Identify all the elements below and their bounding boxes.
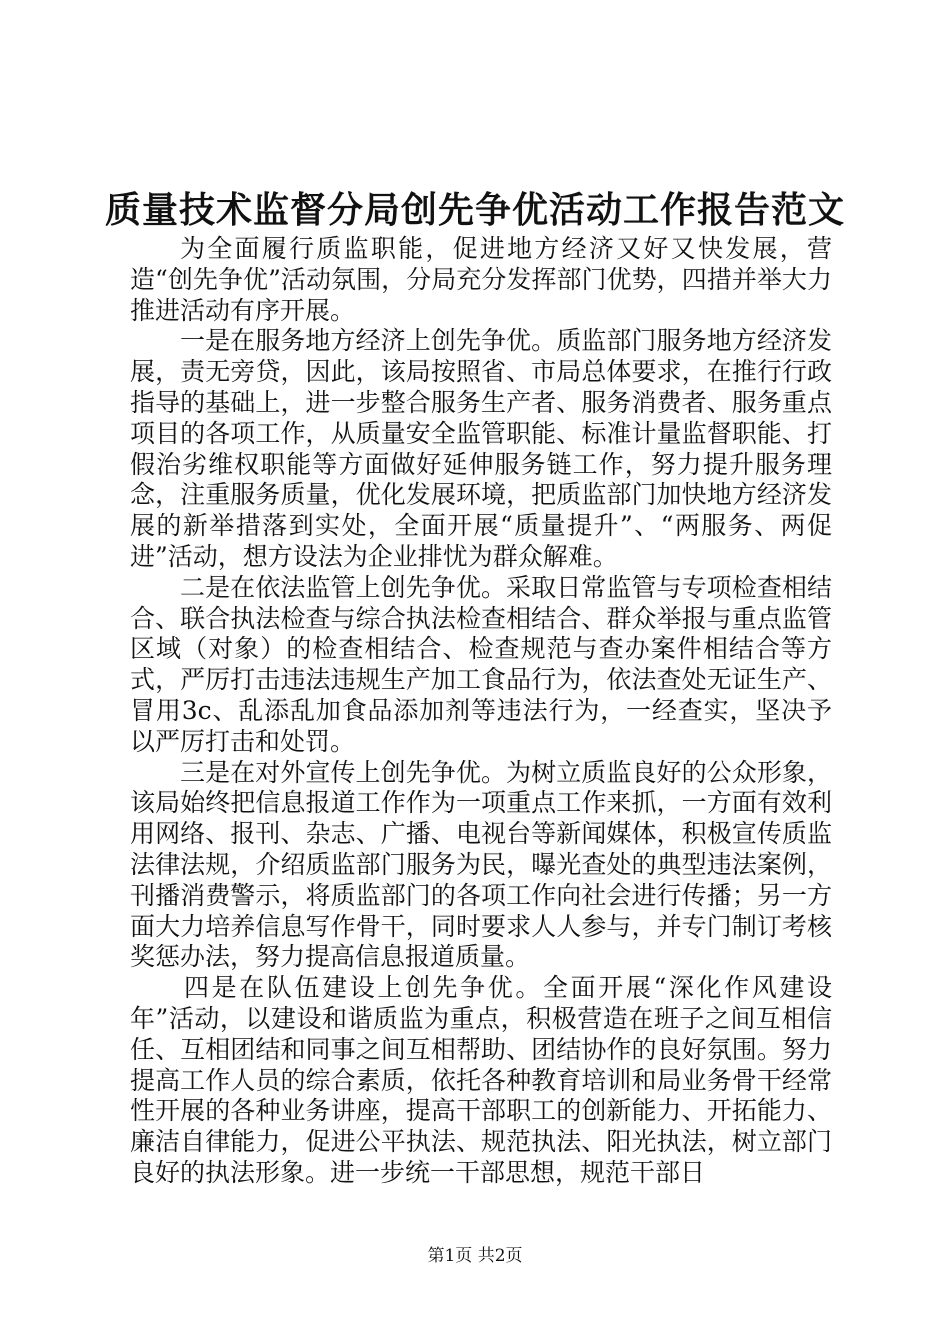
document-body [130, 234, 832, 1189]
paragraph-lawful-supervision: 二是在依法监管上创先争优。采取日常监管与专项检查相结合、联合执法检查与综合执法检查相结合、群众举报与重点监管区域（对象）的检查相结合、检查规范与查办案件相结合等方式，严厉打击违法违规生产加工食品行为，依法查处无证生产、冒用3c、乱添乱加食品添加剂等违法行为，一经查实，坚决予以严厉打击和处罚。 [130, 572, 832, 756]
document-title: 质量技术监督分局创先争优活动工作报告范文 [104, 189, 845, 231]
paragraph-intro: 为全面履行质监职能，促进地方经济又好又快发展，营造“创先争优”活动氛围，分局充分发挥部门优势，四措并举大力推进活动有序开展。 [130, 234, 832, 325]
paragraph-external-publicity: 三是在对外宣传上创先争优。为树立质监良好的公众形象，该局始终把信息报道工作作为一项重点工作来抓，一方面有效利用网络、报刊、杂志、广播、电视台等新闻媒体，积极宣传质监法律法规，介绍质监部门服务为民，曝光查处的典型违法案例，刊播消费警示，将质监部门的各项工作向社会进行传播；另一方面大力培养信息写作骨干，同时要求人人参与，并专门制订考核奖惩办法，努力提高信息报道质量。 [130, 757, 832, 972]
paragraph-team-building: 四是在队伍建设上创先争优。全面开展“深化作风建设年”活动，以建设和谐质监为重点，积极营造在班子之间互相信任、互相团结和同事之间互相帮助、团结协作的良好氛围。努力提高工作人员的综合素质，依托各种教育培训和局业务骨干经常性开展的各种业务讲座，提高干部职工的创新能力、开拓能力、廉洁自律能力，促进公平执法、规范执法、阳光执法，树立部门良好的执法形象。进一步统一干部思想，规范干部日 [130, 973, 832, 1187]
page-number-footer: 第1页 共2页 [427, 1246, 523, 1266]
paragraph-economic-service: 一是在服务地方经济上创先争优。质监部门服务地方经济发展，责无旁贷，因此，该局按照省、市局总体要求，在推行行政指导的基础上，进一步整合服务生产者、服务消费者、服务重点项目的各项工作，从质量安全监管职能、标准计量监督职能、打假治劣维权职能等方面做好延伸服务链工作，努力提升服务理念，注重服务质量，优化发展环境，把质监部门加快地方经济发展的新举措落到实处，全面开展“质量提升”、“两服务、两促进”活动，想方设法为企业排忧为群众解难。 [130, 326, 832, 571]
